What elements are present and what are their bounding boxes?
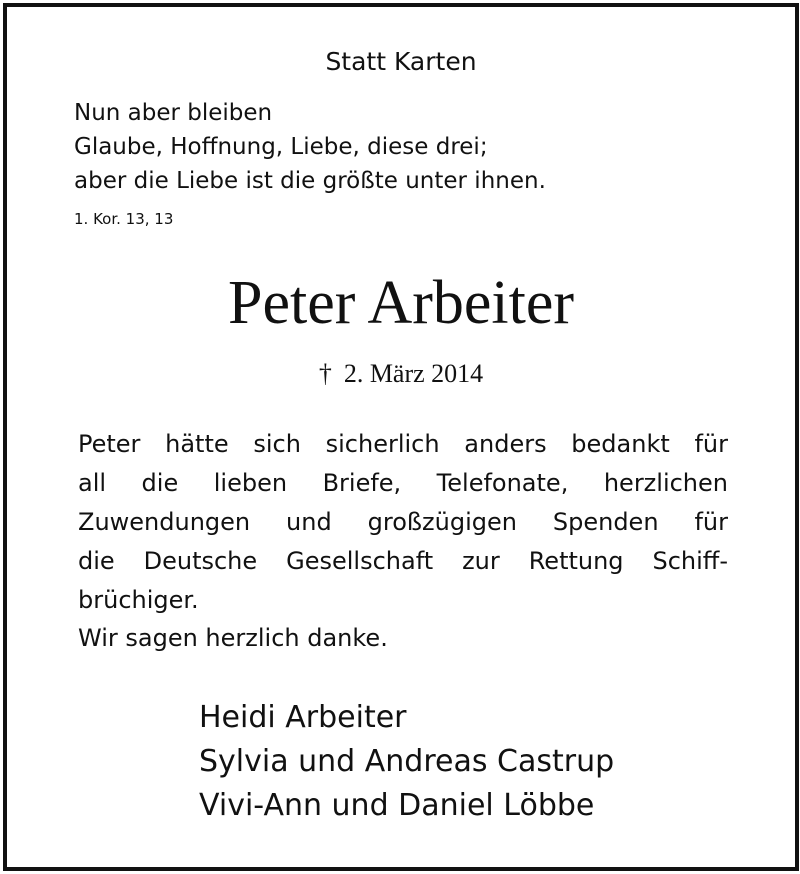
signer-name: Vivi-Ann und Daniel Löbbe (199, 788, 595, 823)
verse-reference: 1. Kor. 13, 13 (74, 210, 174, 228)
verse-line: Glaube, Hoffnung, Liebe, diese drei; (74, 134, 488, 160)
death-date: 2. März 2014 (343, 359, 484, 388)
verse-line: aber die Liebe ist die größte unter ihnen. (74, 168, 546, 194)
cross-icon: † (318, 359, 332, 388)
message-line: Peter hätte sich sicherlich anders bedankt für (78, 430, 728, 458)
thanks-line: Wir sagen herzlich danke. (78, 624, 388, 652)
death-date-line (7, 359, 795, 389)
signers-list (199, 696, 614, 828)
signer-name: Sylvia und Andreas Castrup (199, 744, 615, 779)
verse-line: Nun aber bleiben (74, 100, 273, 126)
message-line: brüchiger. (78, 586, 199, 614)
message-line: die Deutsche Gesellschaft zur Rettung Schiff- (78, 547, 728, 575)
thank-you-message (78, 425, 728, 620)
bible-verse (74, 96, 546, 198)
message-line: all die lieben Briefe, Telefonate, herzlichen (78, 469, 728, 497)
message-line: Zuwendungen und großzügigen Spenden für (78, 508, 728, 536)
signer-name: Heidi Arbeiter (199, 700, 407, 735)
deceased-name: Peter Arbeiter (227, 269, 575, 337)
header-statt-karten: Statt Karten (325, 47, 477, 76)
obituary-notice (3, 3, 799, 871)
